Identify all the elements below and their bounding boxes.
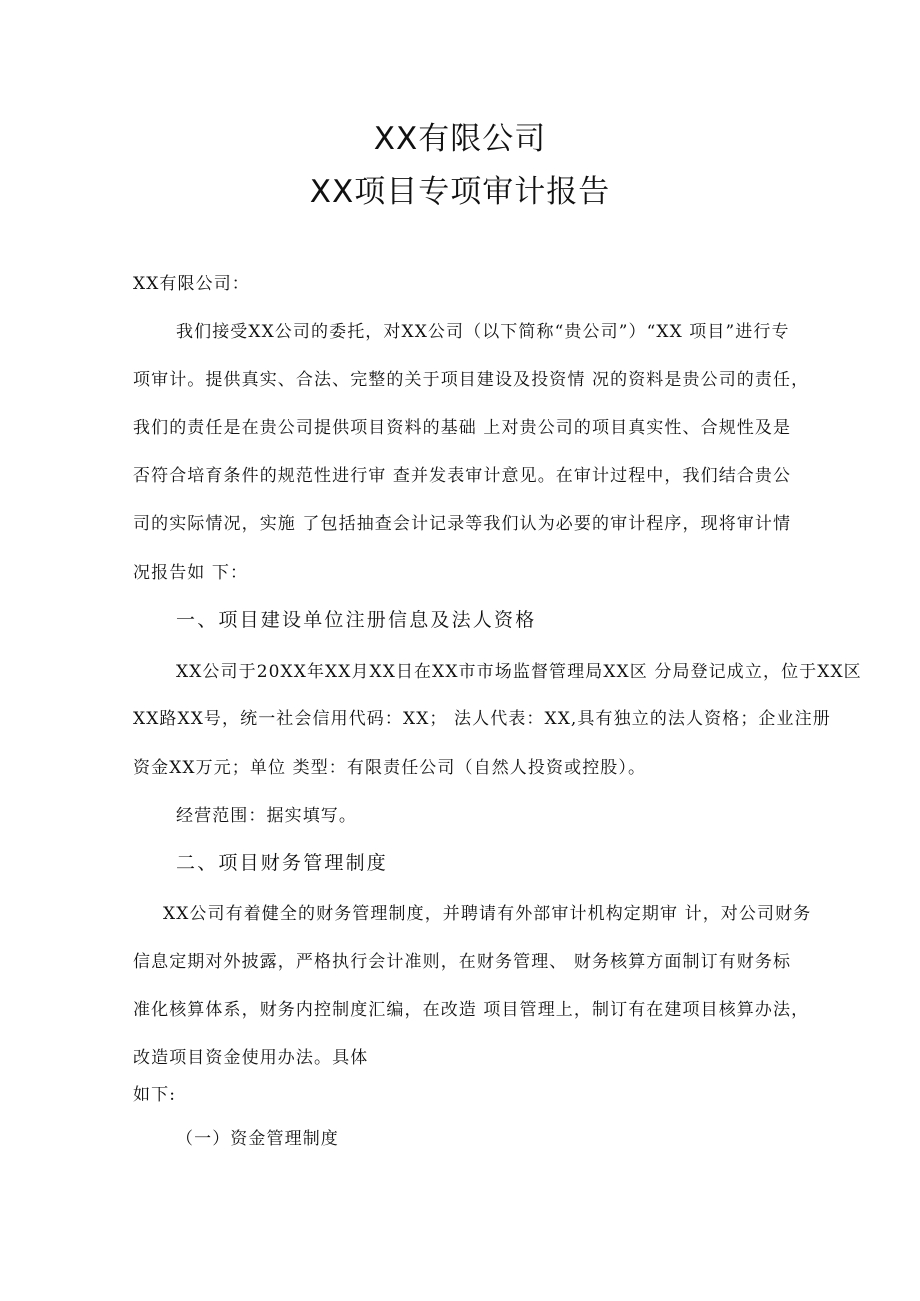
intro-line-2: 项审计。提供真实、合法、完整的关于项目建设及投资情 况的资料是贵公司的责任， (133, 370, 810, 390)
company-title: XX有限公司 (373, 121, 547, 157)
section-2-follow: 如下: (133, 1085, 177, 1105)
intro-line-4: 否符合培育条件的规范性进行审 查并发表审计意见。在审计过程中，我们结合贵公 (133, 466, 792, 486)
section-2-heading: 二、项目财务管理制度 (176, 852, 389, 874)
section-1-line-3: 资金XX万元；单位 类型：有限责任公司（自然人投资或控股）。 (133, 758, 647, 778)
section-2-line-3: 准化核算体系，财务内控制度汇编，在改造 项目管理上，制订有在建项目核算办法， (133, 1000, 810, 1020)
section-2-line-1: XX公司有着健全的财务管理制度，并聘请有外部审计机构定期审 计，对公司财务 (163, 904, 812, 924)
section-1-line-1: XX公司于20XX年XX月XX日在XX市市场监督管理局XX区 分局登记成立，位于XX区 (176, 662, 862, 682)
salutation: XX有限公司： (133, 274, 250, 294)
business-scope: 经营范围：据实填写。 (176, 806, 357, 826)
section-1-line-2: XX路XX号，统一社会信用代码：XX； 法人代表：XX,具有独立的法人资格；企业注册 (133, 709, 831, 729)
section-2-line-2: 信息定期对外披露，严格执行会计准则，在财务管理、 财务核算方面制订有财务标 (133, 952, 792, 972)
sub-heading-fund-management: （一）资金管理制度 (176, 1129, 339, 1149)
section-2-line-4: 改造项目资金使用办法。具体 (133, 1048, 369, 1068)
report-title: XX项目专项审计报告 (309, 174, 611, 210)
intro-line-6: 况报告如 下： (133, 563, 249, 583)
intro-line-3: 我们的责任是在贵公司提供项目资料的基础 上对贵公司的项目真实性、合规性及是 (133, 418, 792, 438)
intro-line-5: 司的实际情况，实施 了包括抽查会计记录等我们认为必要的审计程序，现将审计情 (133, 514, 792, 534)
intro-line-1: 我们接受XX公司的委托，对XX公司（以下简称“贵公司”）“XX 项目”进行专 (176, 322, 790, 342)
section-1-heading: 一、项目建设单位注册信息及法人资格 (176, 609, 537, 631)
